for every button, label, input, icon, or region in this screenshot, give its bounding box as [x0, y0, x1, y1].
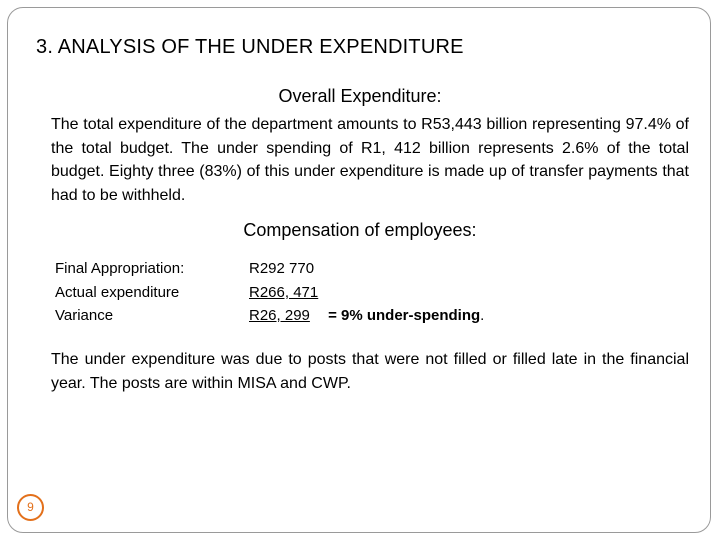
- closing-paragraph: The under expenditure was due to posts that were not filled or filled late in the financial year. The posts are within MISA and CWP.: [51, 351, 689, 392]
- variance-suffix: .: [480, 307, 485, 324]
- compensation-heading: Compensation of employees:: [243, 220, 477, 240]
- final-appropriation-label: Final Appropriation:: [55, 260, 185, 277]
- variance-value-group: [249, 307, 484, 324]
- actual-expenditure-value: R266, 471: [249, 284, 319, 301]
- variance-note: = 9% under-spending: [328, 307, 481, 324]
- actual-expenditure-label: Actual expenditure: [55, 284, 180, 301]
- slide-title: 3. ANALYSIS OF THE UNDER EXPENDITURE: [36, 36, 464, 58]
- variance-value: R26, 299: [249, 307, 310, 324]
- overall-expenditure-heading: Overall Expenditure:: [278, 86, 442, 106]
- page-number-badge: 9: [17, 494, 44, 521]
- variance-label: Variance: [55, 307, 114, 324]
- overall-expenditure-paragraph: The total expenditure of the department amounts to R53,443 billion representing 97.4% of the total budget. The under spending of R1, 412 billion represents 2.6% of the total budget. Eighty three (83%) of this under expenditure is made up of transfer payments that had to be withheld.: [51, 116, 689, 204]
- final-appropriation-value: R292 770: [249, 260, 315, 277]
